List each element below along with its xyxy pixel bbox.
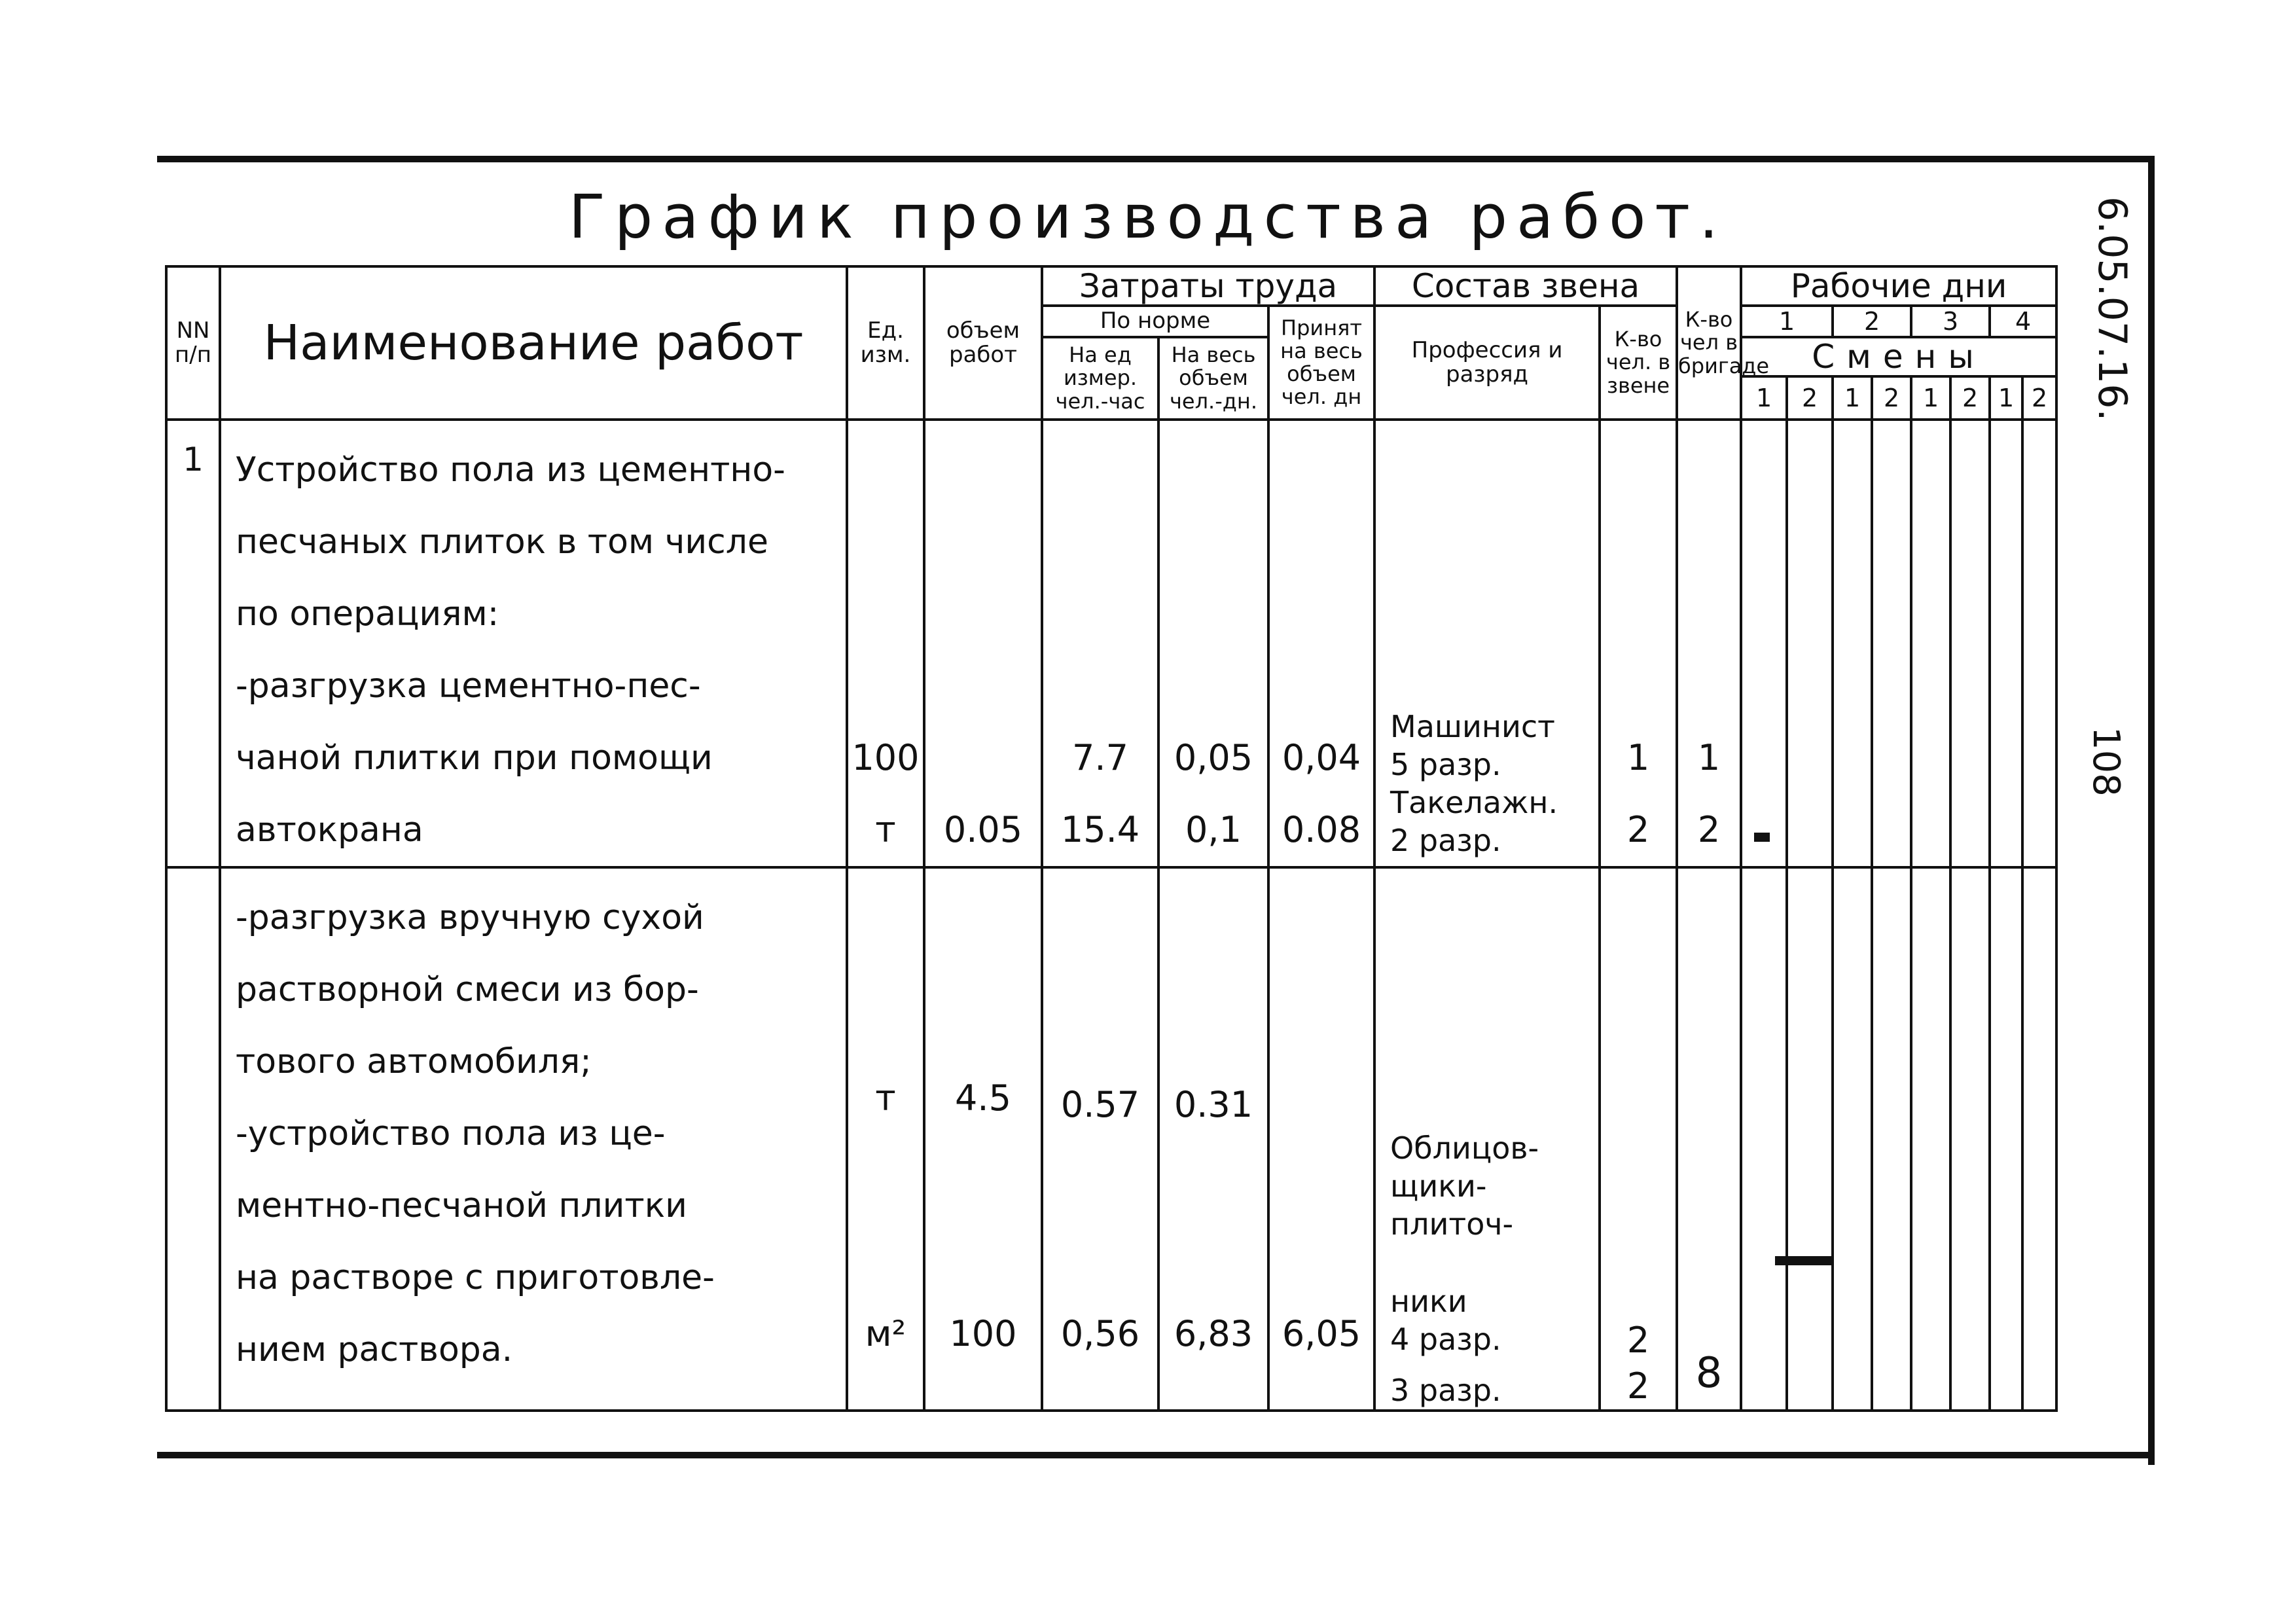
work-line: ментно-песчаной плитки bbox=[236, 1186, 687, 1225]
shift-cell: 1 bbox=[1911, 376, 1950, 420]
header-norm: По норме bbox=[1042, 306, 1268, 337]
per-unit-cell: 0.57 0,56 bbox=[1042, 867, 1158, 1411]
row-number: 1 bbox=[166, 420, 220, 867]
schedule-bar-row1 bbox=[1754, 833, 1770, 842]
header-brigade-count: К-во чел в бригаде bbox=[1677, 266, 1741, 420]
brigade-count-cell: 8 bbox=[1677, 867, 1741, 1411]
schedule-cell bbox=[1787, 867, 1833, 1411]
accepted-cell: 6,05 bbox=[1268, 867, 1374, 1411]
work-line: тового автомобиля; bbox=[236, 1042, 592, 1081]
shift-cell: 1 bbox=[1741, 376, 1787, 420]
work-line: -разгрузка цементно-пес- bbox=[236, 666, 701, 706]
header-volume: объем работ bbox=[924, 266, 1042, 420]
accepted-cell: 0,04 0.08 bbox=[1268, 420, 1374, 867]
schedule-bar-row2 bbox=[1775, 1256, 1831, 1265]
day-1: 1 bbox=[1741, 306, 1833, 337]
work-line: автокрана bbox=[236, 810, 423, 850]
work-line: -разгрузка вручную сухой bbox=[236, 898, 704, 937]
header-per-unit: На ед измер. чел.-час bbox=[1042, 337, 1158, 420]
shift-cell: 1 bbox=[1833, 376, 1872, 420]
schedule-cell bbox=[1990, 420, 2022, 867]
header-num: NN п/п bbox=[166, 266, 220, 420]
crew-count-cell: 1 2 bbox=[1600, 420, 1677, 867]
header-name: Наименование работ bbox=[220, 266, 847, 420]
header-workdays: Рабочие дни bbox=[1741, 266, 2056, 306]
header-profession: Профессия и разряд bbox=[1374, 306, 1600, 420]
per-total-cell: 0.31 6,83 bbox=[1158, 867, 1268, 1411]
schedule-cell bbox=[1833, 867, 1872, 1411]
profession-cell: Машинист 5 разр. Такелажн. 2 разр. bbox=[1374, 420, 1600, 867]
volume-cell: 4.5 100 bbox=[924, 867, 1042, 1411]
schedule-cell bbox=[1990, 867, 2022, 1411]
header-shifts: Смены bbox=[1741, 337, 2056, 376]
work-description bbox=[220, 867, 847, 1411]
work-line: -устройство пола из це- bbox=[236, 1114, 666, 1153]
shift-cell: 1 bbox=[1990, 376, 2022, 420]
unit-cell: т м² bbox=[847, 867, 924, 1411]
header-labor: Затраты труда bbox=[1042, 266, 1374, 306]
schedule-cell bbox=[1741, 420, 1787, 867]
day-2: 2 bbox=[1833, 306, 1911, 337]
schedule-cell bbox=[2022, 867, 2056, 1411]
shift-cell: 2 bbox=[1950, 376, 1990, 420]
page-title: График производства работ. bbox=[568, 182, 1728, 252]
work-description bbox=[220, 420, 847, 867]
brigade-count-cell: 1 2 bbox=[1677, 420, 1741, 867]
shift-cell: 2 bbox=[1787, 376, 1833, 420]
volume-cell: 0.05 bbox=[924, 420, 1042, 867]
work-line: песчаных плиток в том числе bbox=[236, 522, 768, 562]
schedule-cell bbox=[1911, 867, 1950, 1411]
header-accepted: Принят на весь объем чел. дн bbox=[1268, 306, 1374, 420]
schedule-table bbox=[165, 265, 2058, 1412]
schedule-cell bbox=[1872, 420, 1911, 867]
page-number: 108 bbox=[2085, 727, 2127, 797]
frame-bottom-line bbox=[157, 1452, 2155, 1458]
document-code: 6.05.07.16. bbox=[2089, 196, 2135, 422]
schedule-cell bbox=[1787, 420, 1833, 867]
header-crew-count: К-во чел. в звене bbox=[1600, 306, 1677, 420]
frame-top-line bbox=[157, 156, 2153, 162]
header-crew: Состав звена bbox=[1374, 266, 1677, 306]
day-4: 4 bbox=[1990, 306, 2056, 337]
shift-cell: 2 bbox=[1872, 376, 1911, 420]
per-unit-cell: 7.7 15.4 bbox=[1042, 420, 1158, 867]
header-unit: Ед. изм. bbox=[847, 266, 924, 420]
day-3: 3 bbox=[1911, 306, 1990, 337]
schedule-cell bbox=[2022, 420, 2056, 867]
work-line: на растворе с приготовле- bbox=[236, 1258, 715, 1297]
schedule-cell bbox=[1872, 867, 1911, 1411]
schedule-cell bbox=[1950, 420, 1990, 867]
schedule-cell bbox=[1741, 867, 1787, 1411]
work-line: Устройство пола из цементно- bbox=[236, 450, 785, 490]
frame-right-line bbox=[2148, 156, 2155, 1465]
shift-cell: 2 bbox=[2022, 376, 2056, 420]
profession-cell: Облицов- щики- плиточ- ники 4 разр. 3 разр. bbox=[1374, 867, 1600, 1411]
crew-count-cell: 2 2 bbox=[1600, 867, 1677, 1411]
row-number bbox=[166, 867, 220, 1411]
per-total-cell: 0,05 0,1 bbox=[1158, 420, 1268, 867]
work-line: растворной смеси из бор- bbox=[236, 970, 699, 1009]
unit-cell: 100 т bbox=[847, 420, 924, 867]
work-line: чаной плитки при помощи bbox=[236, 738, 713, 778]
schedule-cell bbox=[1833, 420, 1872, 867]
schedule-cell bbox=[1911, 420, 1950, 867]
work-line: нием раствора. bbox=[236, 1330, 513, 1369]
header-per-total: На весь объем чел.-дн. bbox=[1158, 337, 1268, 420]
schedule-cell bbox=[1950, 867, 1990, 1411]
work-line: по операциям: bbox=[236, 594, 499, 634]
